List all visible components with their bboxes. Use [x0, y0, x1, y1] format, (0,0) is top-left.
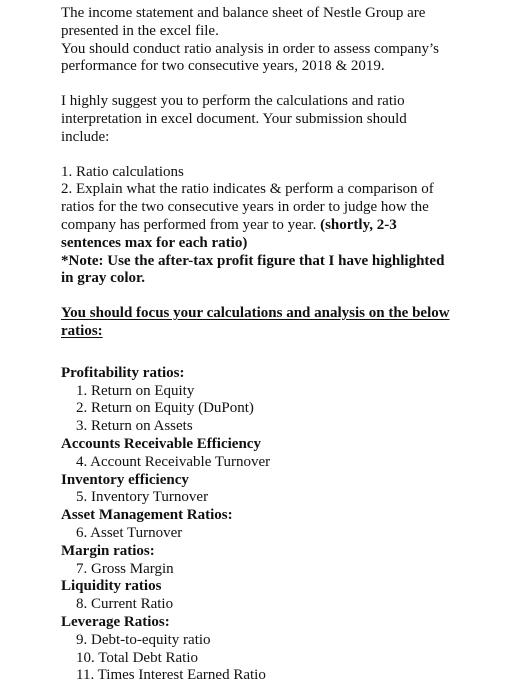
ratio-sections [61, 365, 501, 685]
section-title-leverage: Leverage Ratios: [61, 613, 170, 630]
intro-line-3: You should conduct ratio analysis in order to assess company’s [61, 40, 440, 57]
section-liquidity [61, 578, 501, 614]
ratio-item-debt-to-equity: 9. Debt-to-equity ratio [76, 631, 211, 648]
ratio-item-return-on-equity-dupont: 2. Return on Equity (DuPont) [76, 400, 254, 417]
section-leverage [61, 614, 501, 685]
requirement-item-1: 1. Ratio calculations [61, 163, 184, 180]
requirements-list [61, 164, 501, 289]
requirement-item-2-line-2: ratios for the two consecutive years in order to judge how the [61, 199, 429, 216]
section-title-liquidity: Liquidity ratios [61, 578, 162, 595]
focus-heading [61, 305, 501, 341]
suggestion-line-3: include: [61, 128, 110, 145]
assignment-document [61, 5, 501, 685]
ratio-item-total-debt-ratio: 10. Total Debt Ratio [76, 649, 198, 666]
section-title-profitability: Profitability ratios: [61, 364, 185, 381]
suggestion-paragraph [61, 93, 501, 146]
requirement-item-2-length-note: (shortly, 2-3 [320, 216, 397, 233]
section-asset-management [61, 507, 501, 543]
ratio-item-asset-turnover: 6. Asset Turnover [76, 524, 183, 541]
ratio-item-times-interest-earned: 11. Times Interest Earned Ratio [76, 667, 266, 684]
intro-line-2: presented in the excel file. [61, 22, 219, 39]
section-profitability [61, 365, 501, 436]
focus-heading-line-1: You should focus your calculations and analysis on the below [61, 305, 450, 322]
note-line-1: *Note: Use the after-tax profit figure that I have highlighted [61, 252, 445, 269]
section-title-margin: Margin ratios: [61, 542, 155, 559]
intro-line-4: performance for two consecutive years, 2018 & 2019. [61, 58, 385, 75]
intro-line-1: The income statement and balance sheet of Nestle Group are [61, 5, 426, 21]
suggestion-line-2: interpretation in excel document. Your submission should [61, 110, 407, 127]
ratio-item-gross-margin: 7. Gross Margin [76, 560, 174, 577]
ratio-item-current-ratio: 8. Current Ratio [76, 596, 174, 613]
ratio-item-return-on-equity: 1. Return on Equity [76, 382, 195, 399]
note-line-2: in gray color. [61, 270, 146, 287]
section-receivable-efficiency [61, 436, 501, 472]
suggestion-line-1: I highly suggest you to perform the calculations and ratio [61, 93, 405, 110]
focus-heading-line-2: ratios: [61, 322, 103, 339]
intro-paragraph [61, 5, 501, 76]
section-title-receivable-efficiency: Accounts Receivable Efficiency [61, 435, 261, 452]
section-title-inventory-efficiency: Inventory efficiency [61, 471, 189, 488]
ratio-item-inventory-turnover: 5. Inventory Turnover [76, 489, 209, 506]
section-title-asset-management: Asset Management Ratios: [61, 507, 233, 524]
requirement-item-2-line-3-text: company has performed from year to year. [61, 216, 321, 233]
requirement-item-2-line-4: sentences max for each ratio) [61, 234, 248, 251]
ratio-item-receivable-turnover: 4. Account Receivable Turnover [76, 453, 271, 470]
section-margin [61, 543, 501, 579]
section-inventory-efficiency [61, 472, 501, 508]
requirement-item-2-line-1: 2. Explain what the ratio indicates & perform a comparison of [61, 181, 434, 198]
ratio-item-return-on-assets: 3. Return on Assets [76, 418, 193, 435]
requirement-item-2-line-3 [61, 217, 501, 235]
